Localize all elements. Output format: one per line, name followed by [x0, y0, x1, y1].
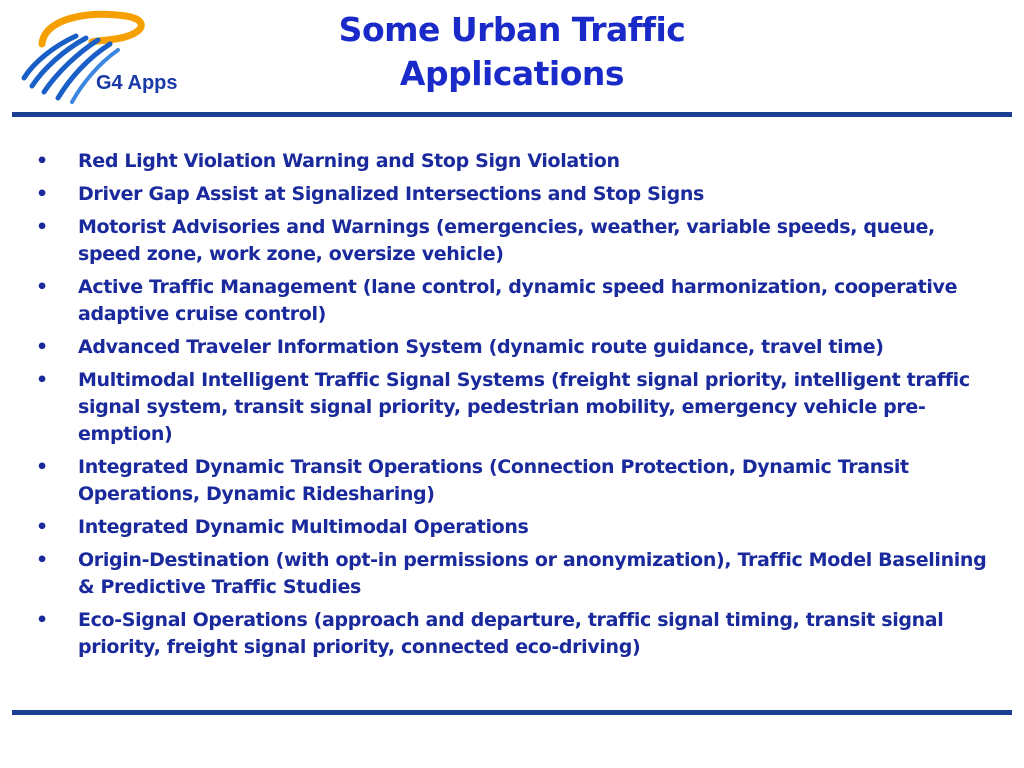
slide-title — [230, 8, 794, 96]
bullet-dot-icon: • — [36, 336, 48, 358]
slide-title-line-1: Some Urban Traffic — [338, 10, 686, 49]
bullet-dot-icon: • — [36, 549, 48, 571]
bullet-item — [36, 181, 1000, 208]
bullet-dot-icon: • — [36, 609, 48, 631]
bullet-dot-icon: • — [36, 369, 48, 391]
bullet-text: Eco-Signal Operations (approach and departure, traffic signal timing, transit signal priority, freight signal priority, connected eco-driving) — [78, 609, 944, 658]
bullet-item — [36, 607, 1000, 661]
bullet-item — [36, 148, 1000, 175]
bullet-text: Active Traffic Management (lane control, dynamic speed harmonization, cooperative adaptive cruise control) — [78, 276, 958, 325]
bullet-dot-icon: • — [36, 216, 48, 238]
bullet-item — [36, 214, 1000, 268]
bullet-item — [36, 334, 1000, 361]
bullet-item — [36, 454, 1000, 508]
bullet-dot-icon: • — [36, 150, 48, 172]
bullet-text: Advanced Traveler Information System (dynamic route guidance, travel time) — [78, 336, 884, 358]
bullet-item — [36, 367, 1000, 448]
bullet-item — [36, 274, 1000, 328]
bullet-dot-icon: • — [36, 456, 48, 478]
bullet-text: Integrated Dynamic Multimodal Operations — [78, 516, 529, 538]
bullet-text: Driver Gap Assist at Signalized Intersections and Stop Signs — [78, 183, 704, 205]
bullet-item — [36, 514, 1000, 541]
bottom-divider — [12, 710, 1012, 715]
bullet-text: Multimodal Intelligent Traffic Signal Systems (freight signal priority, intelligent traffic signal system, transit signal priority, pedestrian mobility, emergency vehicle pre-emption) — [78, 369, 970, 445]
bullet-list — [36, 148, 1000, 667]
slide-title-line-2: Applications — [399, 54, 625, 93]
bullet-dot-icon: • — [36, 183, 48, 205]
bullet-dot-icon: • — [36, 516, 48, 538]
bullet-text: Integrated Dynamic Transit Operations (Connection Protection, Dynamic Transit Operations, Dynamic Ridesharing) — [78, 456, 909, 505]
bullet-text: Red Light Violation Warning and Stop Sign Violation — [78, 150, 620, 172]
bullet-dot-icon: • — [36, 276, 48, 298]
bullet-item — [36, 547, 1000, 601]
bullet-text: Motorist Advisories and Warnings (emergencies, weather, variable speeds, queue, speed zone, work zone, oversize vehicle) — [78, 216, 935, 265]
bullet-text: Origin-Destination (with opt-in permissions or anonymization), Traffic Model Baselining & Predictive Traffic Studies — [78, 549, 987, 598]
logo-label: G4 Apps — [96, 72, 178, 94]
g4-apps-logo — [14, 6, 204, 106]
top-divider — [12, 112, 1012, 117]
